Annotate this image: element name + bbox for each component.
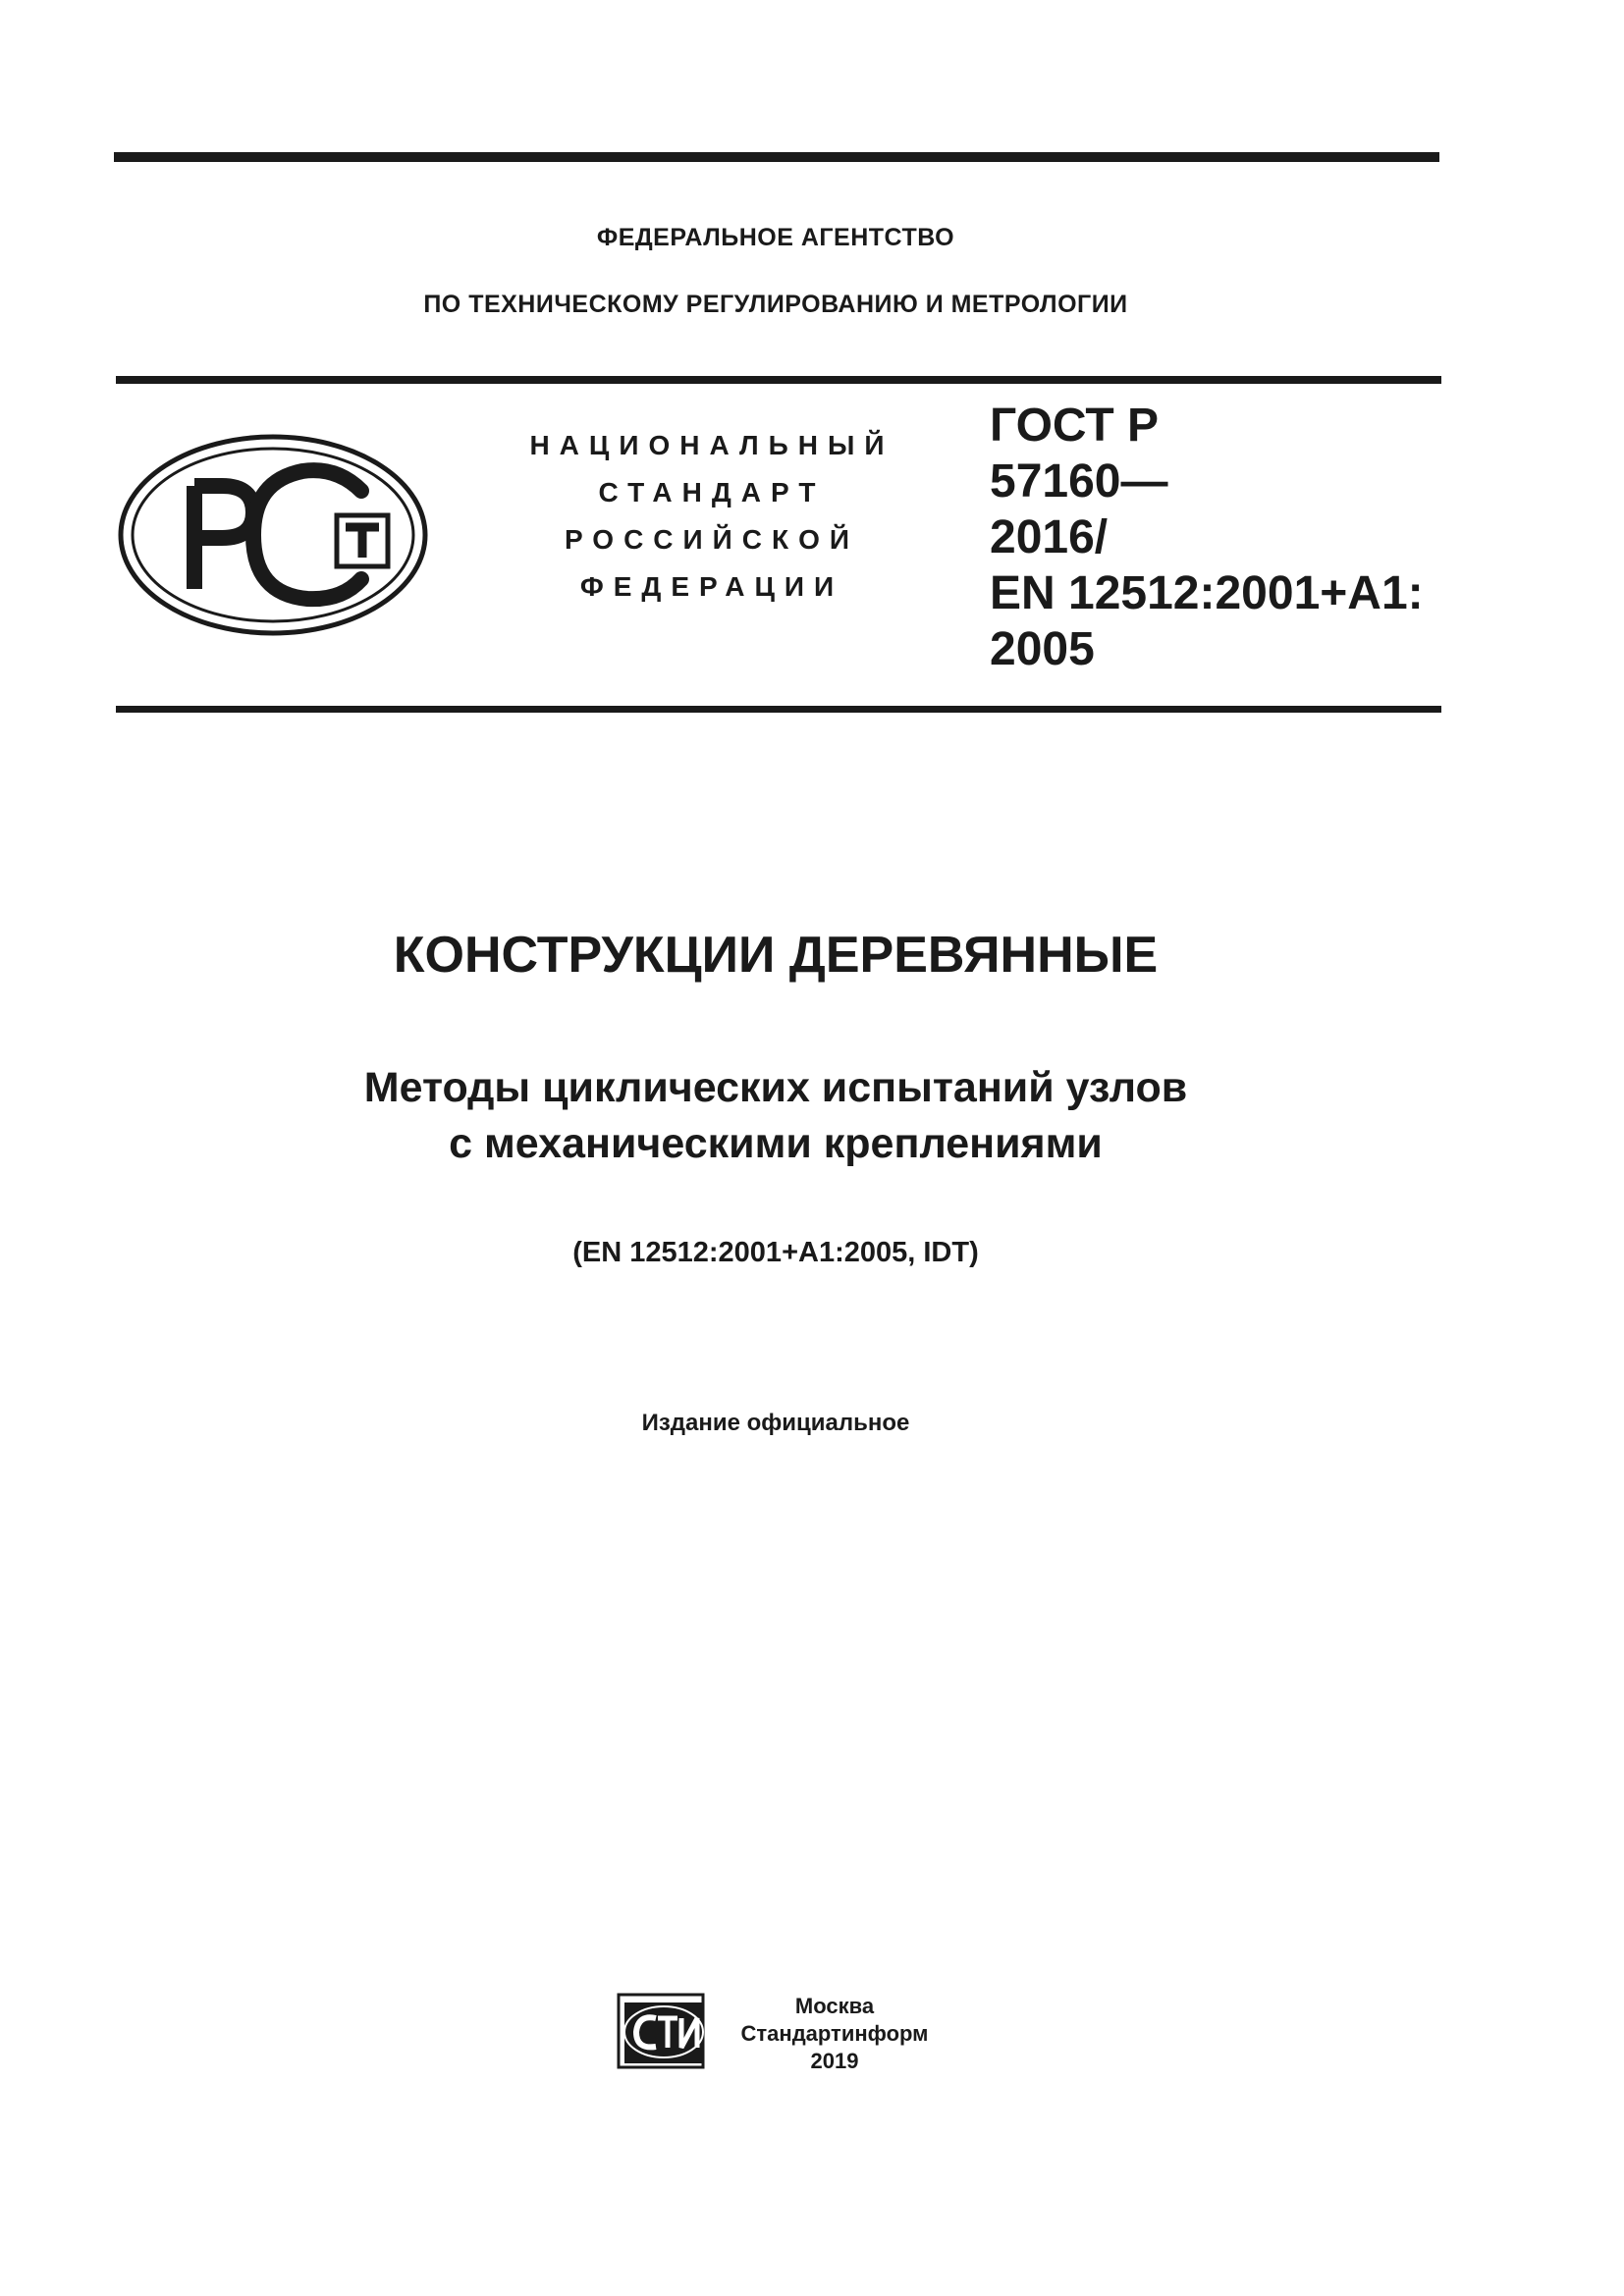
standard-designation bbox=[990, 398, 1461, 677]
agency-line-1: ФЕДЕРАЛЬНОЕ АГЕНТСТВО bbox=[596, 224, 955, 251]
national-standard-line-1: НАЦИОНАЛЬНЫЙ bbox=[529, 430, 894, 460]
publisher-info bbox=[727, 1993, 943, 2075]
designation-line-1: ГОСТ Р bbox=[990, 400, 1160, 452]
document-title: КОНСТРУКЦИИ ДЕРЕВЯННЫЕ bbox=[393, 927, 1159, 984]
identity-reference: (EN 12512:2001+A1:2005, IDT) bbox=[572, 1237, 979, 1268]
national-standard-line-4: ФЕДЕРАЦИИ bbox=[579, 571, 844, 602]
designation-line-3: 2016/ bbox=[990, 511, 1109, 563]
top-rule bbox=[114, 152, 1439, 162]
subtitle-line-1: Методы циклических испытаний узлов bbox=[363, 1064, 1188, 1111]
header-bottom-rule bbox=[116, 706, 1441, 713]
header-top-rule bbox=[116, 376, 1441, 384]
designation-line-5: 2005 bbox=[990, 623, 1095, 675]
subtitle-line-2: с механическими креплениями bbox=[449, 1120, 1103, 1167]
national-standard-line-2: СТАНДАРТ bbox=[598, 477, 826, 507]
national-standard-line-3: РОССИЙСКОЙ bbox=[565, 524, 859, 555]
gost-r-logo bbox=[116, 432, 430, 638]
designation-line-2: 57160— bbox=[990, 455, 1168, 507]
designation-line-4: EN 12512:2001+A1: bbox=[990, 567, 1424, 619]
agency-line-2: ПО ТЕХНИЧЕСКОМУ РЕГУЛИРОВАНИЮ И МЕТРОЛОГИИ bbox=[423, 291, 1128, 318]
standartinform-logo bbox=[617, 1993, 711, 2071]
national-standard-label bbox=[496, 422, 928, 611]
publisher-name: Стандартинформ bbox=[740, 2021, 929, 2046]
publisher-year: 2019 bbox=[810, 2049, 859, 2073]
publisher-city: Москва bbox=[794, 1994, 875, 2018]
edition-note: Издание официальное bbox=[641, 1410, 910, 1436]
